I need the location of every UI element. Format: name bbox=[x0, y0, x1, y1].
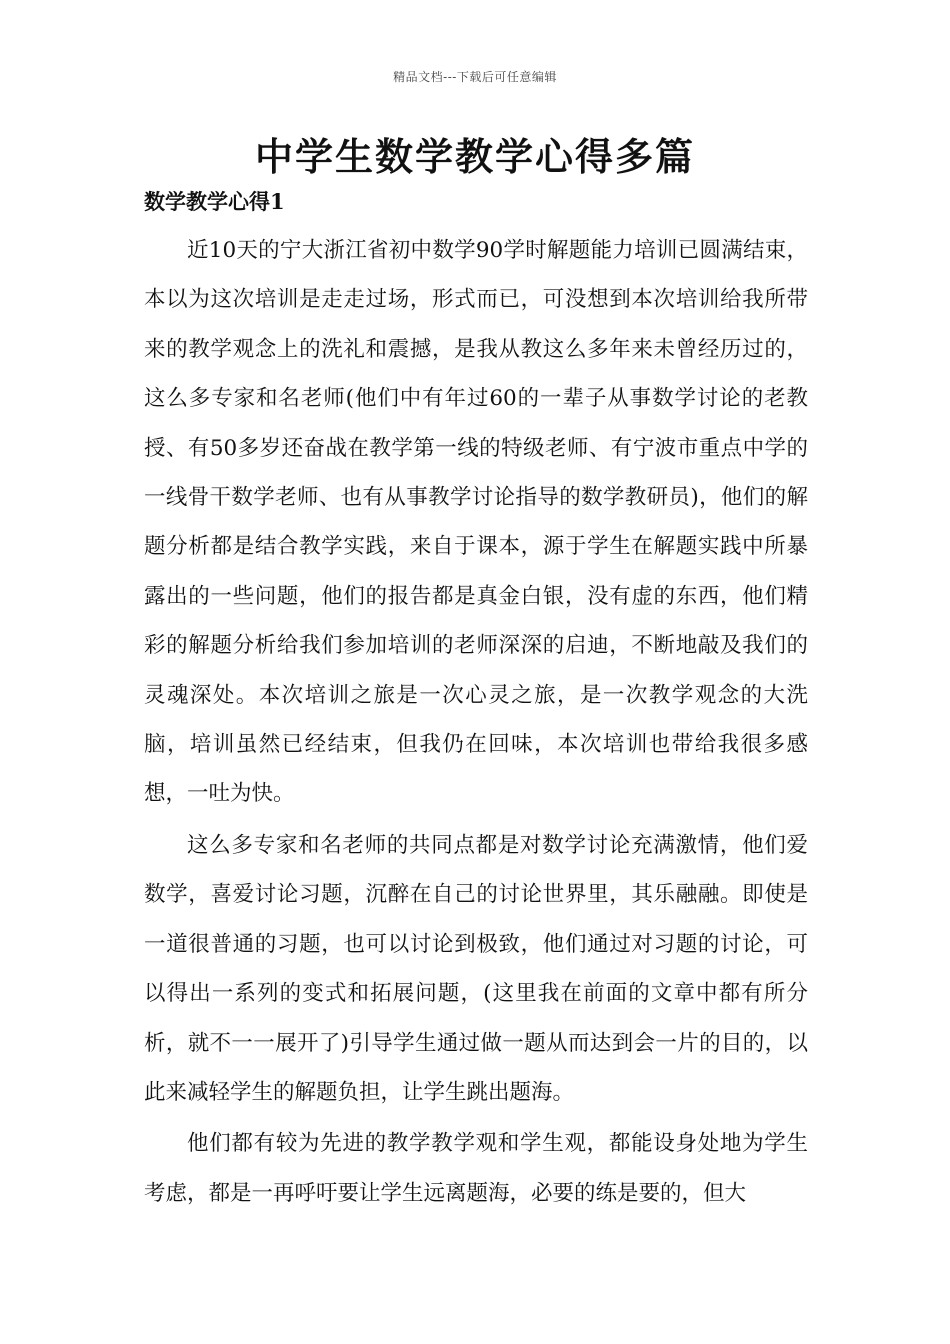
header-note: 精品文档---下载后可任意编辑 bbox=[393, 70, 557, 84]
section-heading: 数学教学心得1 bbox=[144, 189, 285, 214]
document-body bbox=[144, 226, 808, 1220]
document-title: 中学生数学教学心得多篇 bbox=[254, 134, 695, 179]
paragraph: 他们都有较为先进的教学教学观和学生观，都能设身处地为学生考虑，都是一再呼吁要让学生远离题海，必要的练是要的，但大 bbox=[144, 1131, 808, 1206]
paragraph: 近10天的宁大浙江省初中数学90学时解题能力培训已圆满结束，本以为这次培训是走走过场，形式而已，可没想到本次培训给我所带来的教学观念上的洗礼和震撼，是我从教这么多年来未曾经历过的，这么多专家和名老师(他们中有年过60的一辈子从事数学讨论的老教授、有50多岁还奋战在教学第一线的特级老师、有宁波市重点中学的一线骨干数学老师、也有从事教学讨论指导的数学教研员)，他们的解题分析都是结合教学实践，来自于课本，源于学生在解题实践中所暴露出的一些问题，他们的报告都是真金白银，没有虚的东西，他们精彩的解题分析给我们参加培训的老师深深的启迪，不断地敲及我们的灵魂深处。本次培训之旅是一次心灵之旅，是一次教学观念的大洗脑，培训虽然已经结束，但我仍在回味，本次培训也带给我很多感想，一吐为快。 bbox=[144, 238, 808, 807]
paragraph: 这么多专家和名老师的共同点都是对数学讨论充满激情，他们爱数学，喜爱讨论习题，沉醉在自己的讨论世界里，其乐融融。即使是一道很普通的习题，也可以讨论到极致，他们通过对习题的讨论，可以得出一系列的变式和拓展问题，(这里我在前面的文章中都有所分析，就不一一展开了)引导学生通过做一题从而达到会一片的目的，以此来减轻学生的解题负担，让学生跳出题海。 bbox=[144, 832, 808, 1105]
